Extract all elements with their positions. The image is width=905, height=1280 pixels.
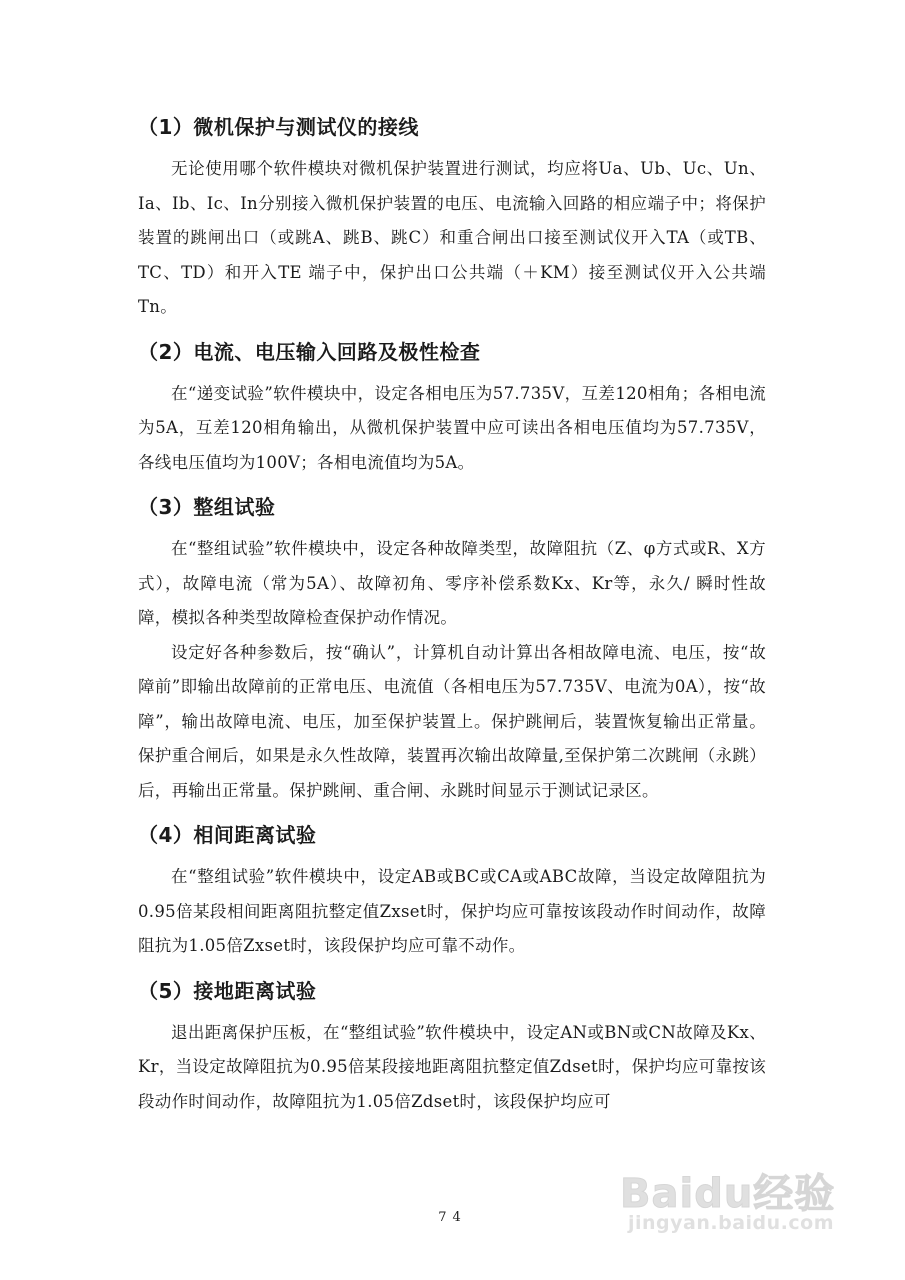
section-2-paragraph-1: 在“递变试验”软件模块中，设定各相电压为57.735V，互差120相角；各相电流为5A，互差120相角输出，从微机保护装置中应可读出各相电压值均为57.735V，各线电压值均为100V；各相电流值均为5A。 — [138, 383, 766, 472]
section-3-paragraph-2: 设定好各种参数后，按“确认”，计算机自动计算出各相故障电流、电压，按“故障前”即输出故障前的正常电压、电流值（各相电压为57.735V、电流为0A），按“故障”，输出故障电流、电压，加至保护装置上。保护跳闸后，装置恢复输出正常量。保护重合闸后，如果是永久性故障，装置再次输出故障量,至保护第二次跳闸（永跳）后，再输出正常量。保护跳闸、重合闸、永跳时间显示于测试记录区。 — [138, 642, 766, 800]
document-body — [138, 112, 766, 1119]
section-heading-4: （4）相间距离试验 — [138, 823, 317, 847]
section-1-paragraph-1: 无论使用哪个软件模块对微机保护装置进行测试，均应将Ua、Ub、Uc、Un、Ia、Ib、Ic、In分别接入微机保护装置的电压、电流输入回路的相应端子中；将保护装置的跳闸出口（或跳A、跳B、跳C）和重合闸出口接至测试仪开入TA（或TB、TC、TD）和开入TE 端子中，保护出口公共端（＋KM）接至测试仪开入公共端Tn。 — [138, 159, 766, 316]
section-3-paragraph-1: 在“整组试验”软件模块中，设定各种故障类型，故障阻抗（Z、φ方式或R、X方式），故障电流（常为5A）、故障初角、零序补偿系数Kx、Kr等，永久/ 瞬时性故障，模拟各种类型故障检查保护动作情况。 — [138, 539, 766, 627]
watermark-logo: Baidu经验 — [620, 1171, 836, 1217]
section-heading-2: （2）电流、电压输入回路及极性检查 — [138, 339, 481, 364]
section-heading-1: （1）微机保护与测试仪的接线 — [138, 115, 419, 139]
page-number: 74 — [438, 1210, 467, 1225]
section-heading-5: （5）接地距离试验 — [138, 978, 317, 1003]
section-4-paragraph-1: 在“整组试验”软件模块中，设定AB或BC或CA或ABC故障，当设定故障阻抗为0.95倍某段相间距离阻抗整定值Zxset时，保护均应可靠按该段动作时间动作，故障阻抗为1.05倍Zxset时，该段保护均应可靠不动作。 — [138, 867, 766, 955]
baidu-jingyan-watermark — [620, 1162, 850, 1242]
watermark-url: jingyan.baidu.com — [628, 1212, 834, 1234]
section-5-paragraph-1: 退出距离保护压板，在“整组试验”软件模块中，设定AN或BN或CN故障及Kx、Kr，当设定故障阻抗为0.95倍某段接地距离阻抗整定值Zdset时，保护均应可靠按该段动作时间动作，故障阻抗为1.05倍Zdset时，该段保护均应可 — [138, 1022, 766, 1111]
section-heading-3: （3）整组试验 — [138, 495, 276, 519]
